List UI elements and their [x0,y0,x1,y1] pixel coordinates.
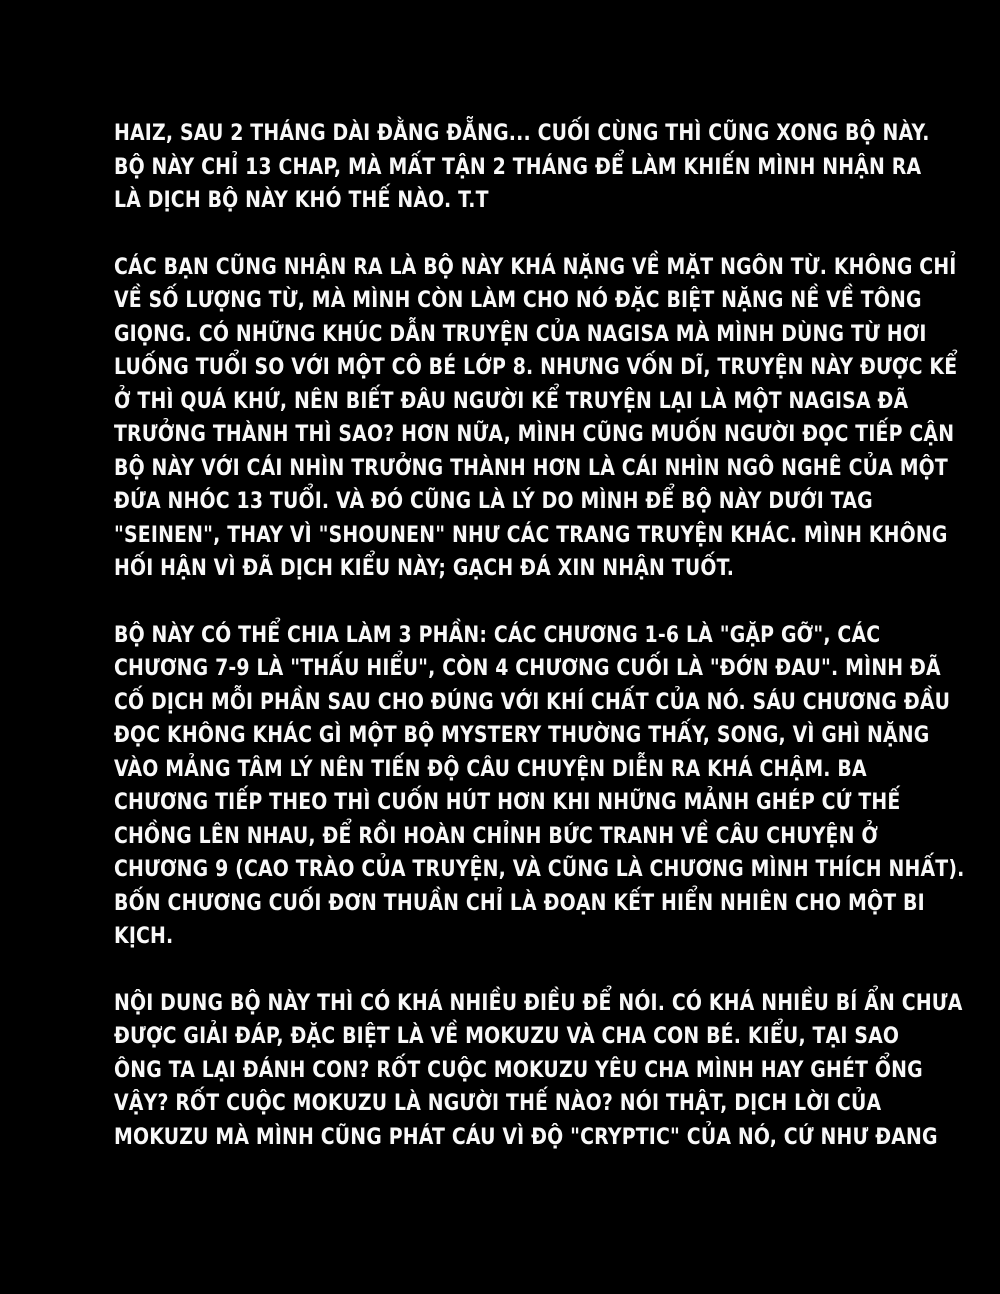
text-line: ĐỌC KHÔNG KHÁC GÌ MỘT BỘ MYSTERY THƯỜNG THẤY, SONG, VÌ GHÌ NẶNG [114,722,930,748]
paragraph [114,619,965,954]
paragraph [114,987,963,1155]
text-line: VẬY? RỐT CUỘC MOKUZU LÀ NGƯỜI THẾ NÀO? NÓI THẬT, DỊCH LỜI CỦA [114,1090,882,1116]
text-line: CHƯƠNG 7-9 LÀ "THẤU HIỂU", CÒN 4 CHƯƠNG CUỐI LÀ "ĐỚN ĐAU". MÌNH ĐÃ [114,655,941,681]
text-line: CỐ DỊCH MỖI PHẦN SAU CHO ĐÚNG VỚI KHÍ CHẤT CỦA NÓ. SÁU CHƯƠNG ĐẦU [114,688,951,715]
text-line: MOKUZU MÀ MÌNH CŨNG PHÁT CÁU VÌ ĐỘ "CRYPTIC" CỦA NÓ, CỨ NHƯ ĐANG [114,1123,938,1150]
text-line: BỐN CHƯƠNG CUỐI ĐƠN THUẦN CHỈ LÀ ĐOẠN KẾT HIỂN NHIÊN CHO MỘT BI [114,889,925,916]
text-line: CÁC BẠN CŨNG NHẬN RA LÀ BỘ NÀY KHÁ NẶNG VỀ MẶT NGÔN TỪ. KHÔNG CHỈ [114,253,957,280]
text-line: Ở THÌ QUÁ KHỨ, NÊN BIẾT ĐÂU NGƯỜI KỂ TRUYỆN LẠI LÀ MỘT NAGISA ĐÃ [114,387,909,414]
text-line: HAIZ, SAU 2 THÁNG DÀI ĐẰNG ĐẴNG... CUỐI CÙNG THÌ CŨNG XONG BỘ NÀY. [114,120,930,146]
text-line: BỘ NÀY CÓ THỂ CHIA LÀM 3 PHẦN: CÁC CHƯƠNG 1-6 LÀ "GẶP GỠ", CÁC [114,621,881,648]
text-line: BỘ NÀY VỚI CÁI NHÌN TRƯỞNG THÀNH HƠN LÀ CÁI NHÌN NGÔ NGHÊ CỦA MỘT [114,454,948,481]
paragraph [114,117,930,218]
text-line: TRƯỞNG THÀNH THÌ SAO? HƠN NỮA, MÌNH CŨNG MUỐN NGƯỜI ĐỌC TIẾP CẬN [114,421,955,447]
text-line: GIỌNG. CÓ NHỮNG KHÚC DẪN TRUYỆN CỦA NAGISA MÀ MÌNH DÙNG TỪ HƠI [114,320,927,347]
text-line: CHƯƠNG 9 (CAO TRÀO CỦA TRUYỆN, VÀ CŨNG LÀ CHƯƠNG MÌNH THÍCH NHẤT). [114,856,965,882]
text-line: CHƯƠNG TIẾP THEO THÌ CUỐN HÚT HƠN KHI NHỮNG MẢNH GHÉP CỨ THẾ [114,789,901,815]
text-line: ÔNG TA LẠI ĐÁNH CON? RỐT CUỘC MOKUZU YÊU CHA MÌNH HAY GHÉT ỔNG [114,1056,923,1083]
text-line: "SEINEN", THAY VÌ "SHOUNEN" NHƯ CÁC TRANG TRUYỆN KHÁC. MÌNH KHÔNG [114,521,948,548]
text-line: VÀO MẢNG TÂM LÝ NÊN TIẾN ĐỘ CÂU CHUYỆN DIỄN RA KHÁ CHẬM. BA [114,755,867,782]
paragraph [114,251,958,586]
text-line: BỘ NÀY CHỈ 13 CHAP, MÀ MẤT TẬN 2 THÁNG ĐỂ LÀM KHIẾN MÌNH NHẬN RA [114,153,922,180]
text-line: HỐI HẬN VÌ ĐÃ DỊCH KIỂU NÀY; GẠCH ĐÁ XIN NHẬN TUỐT. [114,555,735,581]
translator-note [114,117,965,1187]
text-line: LÀ DỊCH BỘ NÀY KHÓ THẾ NÀO. T.T [114,187,489,213]
text-line: LUỐNG TUỔI SO VỚI MỘT CÔ BÉ LỚP 8. NHƯNG VỐN DĨ, TRUYỆN NÀY ĐƯỢC KỂ [114,354,958,380]
text-line: VỀ SỐ LƯỢNG TỪ, MÀ MÌNH CÒN LÀM CHO NÓ ĐẶC BIỆT NẶNG NỀ VỀ TÔNG [114,287,922,313]
text-line: ĐƯỢC GIẢI ĐÁP, ĐẶC BIỆT LÀ VỀ MOKUZU VÀ CHA CON BÉ. KIỂU, TẠI SAO [114,1023,900,1049]
text-line: NỘI DUNG BỘ NÀY THÌ CÓ KHÁ NHIỀU ĐIỀU ĐỂ NÓI. CÓ KHÁ NHIỀU BÍ ẨN CHƯA [114,989,963,1016]
text-line: CHỒNG LÊN NHAU, ĐỂ RỒI HOÀN CHỈNH BỨC TRANH VỀ CÂU CHUYỆN Ở [114,822,879,849]
text-line: KỊCH. [114,923,174,949]
text-line: ĐỨA NHÓC 13 TUỔI. VÀ ĐÓ CŨNG LÀ LÝ DO MÌNH ĐỂ BỘ NÀY DƯỚI TAG [114,488,873,514]
